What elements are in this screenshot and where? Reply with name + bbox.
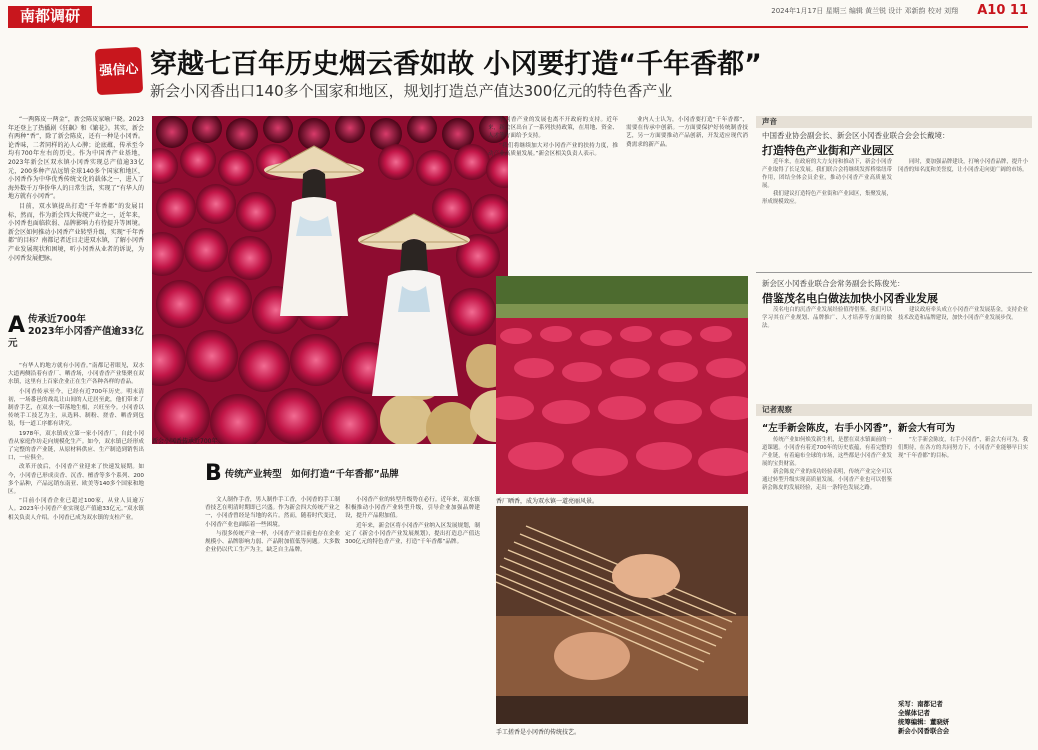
sidebar-col xyxy=(762,158,892,268)
body-paragraph: 小冈香产业的发展也离不开政府的支持。近年来，新会区出台了一系列扶持政策，在用地、资金、人才等方面给予支持。 xyxy=(488,117,618,140)
body-col-c1 xyxy=(488,116,618,272)
sidebar-col xyxy=(898,306,1028,390)
sidebar-title: 借鉴茂名电白做法加快小冈香业发展 xyxy=(762,292,938,305)
hero-photo-image xyxy=(152,116,508,444)
body-paragraph: 我们建议打造特色产业街和产业园区，集聚发展，形成规模效应。 xyxy=(762,191,892,205)
body-paragraph: “有华人的地方就有小冈香。”南都记者眼见，双水大道两侧沿着有香厂、晒香场，小冈香香产业集聚在双水镇，这里有上百家企业正在生产各种各样的香品。 xyxy=(8,363,144,386)
section-b-body-col2 xyxy=(345,496,480,748)
sidebar-col xyxy=(762,306,892,390)
drying-field-caption: 香厂晒香，成为双水镇一道亮丽风景。 xyxy=(496,498,599,505)
body-paragraph: 业内人士认为，小冈香要打造“千年香都”，需要在传承中创新。一方面要保护好传统制香技艺，另一方面要推动产品创新，开发适应现代消费需求的新产品。 xyxy=(626,117,748,148)
section-title: 传统产业转型 如何打造“千年香都”品牌 xyxy=(224,469,399,480)
body-paragraph: 近年来，新会区将小冈香产业纳入区发展规划，制定了《新会小冈香产业发展规划》，提出打造总产值达300亿元的特色香产业，打造“千年香都”品牌。 xyxy=(345,522,480,546)
hero-photo xyxy=(152,116,508,444)
hand-rolling-caption: 手工搓香是小冈香的传统技艺。 xyxy=(496,729,581,736)
section-b-heading xyxy=(205,462,505,487)
section-tab: 南都调研 xyxy=(8,6,92,26)
body-paragraph: 1978年，双水镇成立第一家小冈香厂，自此小冈香从家庭作坊走向规模化生产。如今，双水镇已经形成了完整的香产业链，从原材料供应、生产制造到销售出口，一应俱全。 xyxy=(8,430,144,462)
body-paragraph: 茂名电白的沉香产业发展经验值得借鉴。我们可以学习其在产业规划、品牌推广、人才培养等方面的做法。 xyxy=(762,307,892,329)
body-paragraph: 改革开放后，小冈香产业迎来了快速发展期。如今，小冈香已形成贡香、沉香、檀香等多个系列、200多个品种，产品远销东南亚、欧美等140多个国家和地区。 xyxy=(8,464,144,496)
headline: 穿越七百年历史烟云香如故 小冈要打造“千年香都” xyxy=(150,49,762,80)
sidebar-header-observation: 记者观察 xyxy=(756,404,1032,416)
body-paragraph: 建议政府牵头成立小冈香产业发展基金，支持企业技术改造和品牌建设，加快小冈香产业发展步伐。 xyxy=(898,307,1028,321)
body-paragraph: 同时，要加强品牌建设，打响小冈香品牌，提升小冈香的知名度和美誉度，让小冈香走向更广阔的市场。 xyxy=(898,159,1028,173)
drying-field-photo xyxy=(496,276,748,494)
sidebar-intro: 新会区小冈香业联合会常务副会长陈俊光： xyxy=(762,279,905,288)
sidebar xyxy=(756,116,1032,750)
body-paragraph: 新会陈皮产业的成功经验表明，传统产业完全可以通过转型升级实现高质量发展。小冈香产业也可以借鉴新会陈皮的发展经验，走出一条特色发展之路。 xyxy=(762,469,892,491)
subheadline: 新会小冈香出口140多个国家和地区，规划打造总产值达300亿元的特色香产业 xyxy=(150,82,673,100)
sidebar-title: “左手新会陈皮，右手小冈香”，新会大有可为 xyxy=(762,423,955,434)
section-letter: B xyxy=(205,461,222,486)
masthead-rule xyxy=(8,26,1028,28)
sidebar-col xyxy=(898,436,1028,676)
credit-line: 采写：南都记者 xyxy=(898,700,943,708)
body-col-c2 xyxy=(626,116,748,272)
body-paragraph: 近年来，在政府的大力支持和推动下，新会小冈香产业取得了长足发展。我们联合会将继续发挥桥梁纽带作用，团结全体会员企业，推动小冈香产业高质量发展。 xyxy=(762,159,892,189)
lead-paragraph: 目前，双水镇提出打造“千年香都”的发展目标，然而，作为新会四大传统产业之一，近年来，小冈香也面临软弱、品牌影响力有待提升等困境。新会区如何推动小冈香产业转型升级，实现“千年香都”的目标？南都记者近日走进双水镇，了解小冈香产业发展现状和困境，听小冈香从业者的诉说，为小冈香发展把脉。 xyxy=(8,202,144,262)
body-paragraph: 传统产业如何焕发新生机，是摆在双水镇面前的一道课题。小冈香有着近700年的历史底蕴，有着完整的产业链，有着遍布全球的市场，这些都是小冈香产业发展的宝贵财富。 xyxy=(762,437,892,467)
hero-caption: 新会小冈香传承近700年。 xyxy=(152,438,224,445)
sidebar-title: 打造特色产业街和产业园区 xyxy=(762,144,894,157)
credit-line: 新会小冈香联合会 xyxy=(898,727,950,735)
sidebar-header-voices: 声音 xyxy=(756,116,1032,128)
section-title-line: 2023年小冈香产值逾33亿元 xyxy=(8,326,144,349)
body-paragraph: “目前小冈香企业已超过100家，从业人员逾万人。2023年小冈香产业实现总产值逾33亿元。”双水镇相关负责人介绍。小冈香已成为双水镇的支柱产业。 xyxy=(8,498,144,521)
sidebar-intro: 中国香业协会副会长、新会区小冈香业联合会会长戴境： xyxy=(762,131,950,140)
body-paragraph: 文人制作手香，男人制作手工香，小冈香的手工制香技艺在明清时期即已兴盛。作为新会四大传统产业之一，小冈香曾经是当地的名片。然而，随着时代变迁，小冈香产业也面临着一些困境。 xyxy=(205,497,340,528)
credit-line: 统筹编辑：董晓妍 xyxy=(898,718,950,726)
body-paragraph: 小冈香传承至今，已经有近700年历史。明末清初，一场番邑的战乱让山间的人迁居至此，他们带来了制香手艺，在双水一带落地生根，兴旺至今。小冈香以传统手工技艺为主，从选料、制粉、搓香、晒香到包装，每一道工序都有讲究。 xyxy=(8,388,144,428)
body-paragraph: “左手新会陈皮，右手小冈香”，新会大有可为。我们期待，在各方的共同努力下，小冈香产业能够早日实现“千年香都”的目标。 xyxy=(898,437,1028,459)
sidebar-col xyxy=(762,436,892,748)
credits xyxy=(898,700,949,736)
masthead xyxy=(0,0,1038,28)
section-a-body xyxy=(8,362,144,747)
section-letter: A xyxy=(8,313,26,338)
body-paragraph: 小冈香产业的转型升级势在必行。近年来，双水镇积极推动小冈香产业转型升级，引导企业加强品牌建设，提升产品附加值。 xyxy=(345,497,480,520)
hand-rolling-photo xyxy=(496,506,748,724)
credit-line: 全媒体记者 xyxy=(898,709,930,717)
sidebar-col xyxy=(898,158,1028,268)
section-a-heading xyxy=(8,314,144,350)
page-number: A10 11 xyxy=(977,3,1028,18)
hand-rolling-image xyxy=(496,506,748,724)
column-badge: 强信心 xyxy=(95,47,143,95)
issue-info: 2024年1月17日 星期三 编辑 黄兰锐 设计 邓新韵 校对 刘翔 xyxy=(771,7,958,15)
body-paragraph: “我们将继续加大对小冈香产业的扶持力度，推动产业高质量发展。”新会区相关负责人表示。 xyxy=(488,142,618,157)
body-paragraph: 与很多传统产业一样，小冈香产业目前也存在企业规模小、品牌影响力弱、产品附加值低等问题。大多数企业仍以代工生产为主，缺乏自主品牌。 xyxy=(205,530,340,554)
drying-field-image xyxy=(496,276,748,494)
section-b-body-col1 xyxy=(205,496,340,748)
lead-paragraph: “一两陈皮一两金”，新会陈皮家喻户晓。2023年还登上了热播剧《狂飙》和《繁花》。其实，新会有两种“香”，除了新会陈皮，还有一种是小冈香。论香味，二者同样的沁人心脾；论底蕴，传承至今均有700年左右的历史。作为中国香产业基地，2023年新会区双水镇小冈香实现总产值逾33亿元，200多种产品远销全球140多个国家和地区，小冈香作为中华优秀传统文化的载体之一，进入了海外数千万华侨华人的日常生活，实现了“有华人的地方就有小冈香”。 xyxy=(8,116,144,201)
section-title-line: 传承近700年 xyxy=(28,314,86,325)
sidebar-divider xyxy=(756,272,1032,273)
lead-column xyxy=(8,116,144,306)
